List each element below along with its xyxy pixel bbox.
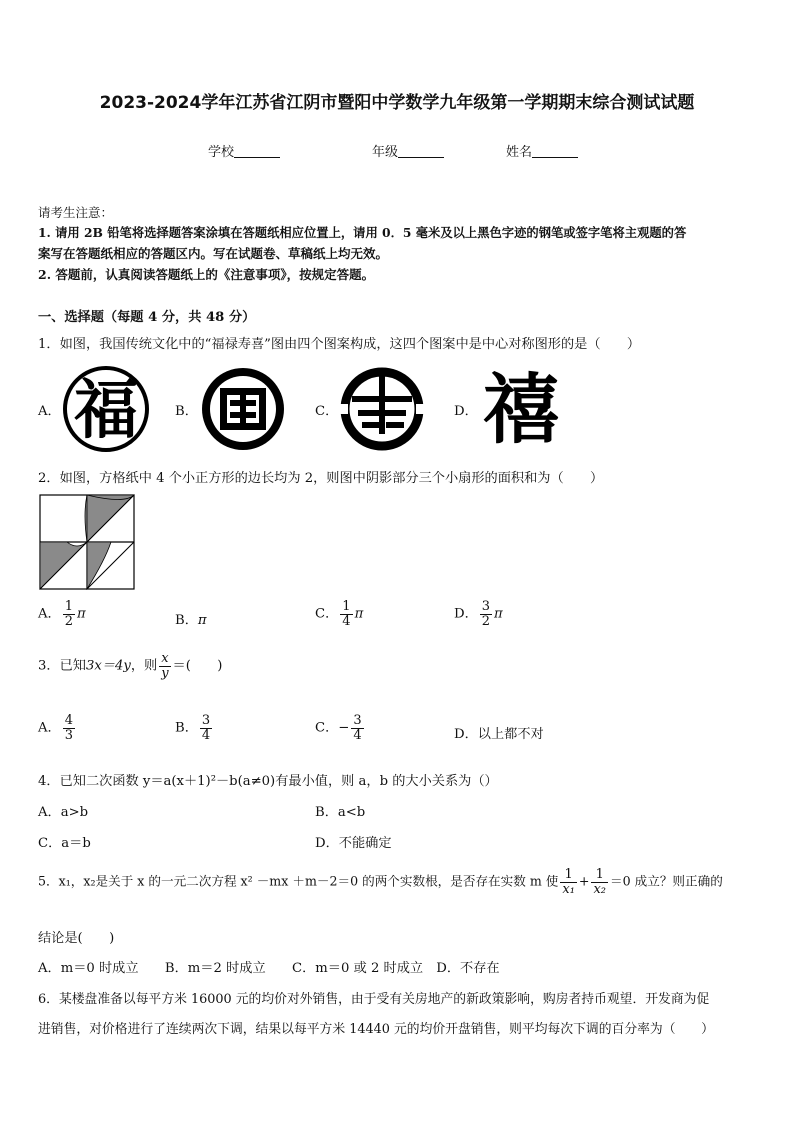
- fu-emblem-image: [63, 366, 149, 452]
- q3-stem: [38, 652, 222, 680]
- lu-emblem-image: [200, 366, 286, 452]
- q3-option-c[interactable]: [315, 714, 366, 742]
- q2-d-tail: π: [494, 606, 503, 622]
- q4-stem: 4．已知二次函数 y＝a(x＋1)²－b(a≠0)有最小值，则 a，b 的大小关系为（）: [38, 774, 498, 789]
- q1-label-d[interactable]: D．: [454, 404, 478, 419]
- q2-label-c: C．: [315, 606, 339, 622]
- q3-a-den: 3: [64, 727, 73, 743]
- q3-label-d: D．: [454, 727, 478, 742]
- page-title: 2023-2024学年江苏省江阴市暨阳中学数学九年级第一学期期末综合测试试题: [99, 93, 695, 113]
- q1-stem: 1．如图，我国传统文化中的“福禄寿喜”图由四个图案构成，这四个图案中是中心对称图形的是（ ）: [38, 337, 641, 352]
- q3-option-b[interactable]: [175, 714, 214, 742]
- xi-glyph: 禧: [483, 365, 559, 454]
- q2-d-num: 3: [481, 599, 491, 614]
- q3-pre: 3．已知: [38, 658, 86, 674]
- q2-c-num: 1: [342, 599, 351, 614]
- q3-d-text: 以上都不对: [477, 727, 544, 742]
- q2-a-num: 1: [64, 599, 73, 614]
- q3-den: y: [161, 665, 169, 681]
- q3-a-num: 4: [64, 713, 73, 728]
- q3-eq: 3x＝4y: [85, 658, 131, 674]
- q3-b-num: 3: [201, 713, 211, 728]
- q6-stem-line-2: 进销售，对价格进行了连续两次下调，结果以每平方米 14440 元的均价开盘销售，则平均每次下调的百分率为（ ）: [38, 1022, 714, 1037]
- name-blank[interactable]: [532, 144, 578, 158]
- note-1-line-2: 案写在答题纸相应的答题区内。写在试题卷、草稿纸上均无效。: [38, 246, 389, 261]
- q3-b-fraction: [200, 714, 212, 742]
- q5-plus: +: [578, 873, 590, 889]
- q5-pre: 5．x₁，x₂是关于 x 的一元二次方程 x² －mx ＋m－2＝0 的两个实数根，是否存在实数 m 使: [38, 873, 559, 889]
- q6-stem-line-1: 6．某楼盘准备以每平方米 16000 元的均价对外销售，由于受有关房地产的新政策影响，购房者持币观望．开发商为促: [38, 992, 710, 1007]
- q3-label-c: C．: [315, 720, 339, 736]
- q2-option-c[interactable]: [315, 600, 363, 628]
- q3-option-d[interactable]: [454, 723, 544, 742]
- q2-d-fraction: [480, 600, 492, 628]
- grade-blank[interactable]: [398, 144, 444, 158]
- q2-label-d: D．: [454, 606, 478, 622]
- fu-glyph: 福: [74, 373, 138, 448]
- q2-a-fraction: [63, 600, 75, 628]
- q5-f1-den: x₁: [562, 881, 575, 897]
- q5-stem-line-2: 结论是( ): [38, 931, 115, 946]
- grade-field[interactable]: [372, 141, 444, 160]
- q2-grid-figure: [39, 494, 135, 590]
- xi-emblem-image: [476, 364, 566, 454]
- q3-label-b: B．: [175, 720, 198, 736]
- q2-option-d[interactable]: [454, 600, 503, 628]
- q5-f2-den: x₂: [593, 881, 607, 897]
- q3-c-sign: −: [338, 720, 350, 736]
- q4-option-d[interactable]: D．不能确定: [315, 836, 392, 851]
- q5-stem-line-1: [38, 868, 723, 896]
- q2-c-fraction: [340, 600, 352, 628]
- name-field[interactable]: [506, 141, 578, 160]
- q3-post: ＝( ): [172, 658, 223, 674]
- q3-b-den: 4: [201, 727, 211, 743]
- q3-option-a[interactable]: [38, 714, 77, 742]
- shou-emblem-image: [338, 364, 426, 454]
- q1-label-a[interactable]: A．: [38, 404, 61, 419]
- name-label: 姓名: [506, 145, 533, 160]
- q3-label-a: A．: [38, 720, 61, 736]
- q2-label-a: A．: [38, 606, 61, 622]
- school-label: 学校: [208, 145, 235, 160]
- q1-label-c[interactable]: C．: [315, 404, 339, 419]
- q2-option-a[interactable]: [38, 600, 86, 628]
- q2-a-tail: π: [77, 606, 86, 622]
- q3-c-num: 3: [353, 713, 362, 728]
- q3-fraction: [159, 652, 170, 680]
- q2-a-den: 2: [64, 613, 73, 629]
- grade-label: 年级: [372, 145, 399, 160]
- q2-label-b: B．: [175, 613, 198, 628]
- section-heading: 一、选择题（每题 4 分，共 48 分）: [38, 310, 256, 325]
- q3-c-den: 4: [353, 727, 362, 743]
- q2-d-den: 2: [481, 613, 491, 629]
- q2-option-b[interactable]: [175, 609, 207, 628]
- q3-c-fraction: [351, 714, 363, 742]
- q5-fraction-1: [560, 868, 577, 896]
- q3-mid: ，则: [130, 658, 158, 674]
- school-field[interactable]: [208, 141, 280, 160]
- q4-option-b[interactable]: B．a<b: [315, 805, 366, 820]
- q1-label-b[interactable]: B．: [175, 404, 198, 419]
- q5-f2-num: 1: [591, 868, 608, 883]
- q3-a-fraction: [63, 714, 75, 742]
- q2-stem: 2．如图，方格纸中 4 个小正方形的边长均为 2，则图中阴影部分三个小扇形的面积和为（ ）: [38, 471, 604, 486]
- q4-option-a[interactable]: A．a>b: [38, 805, 89, 820]
- q5-options[interactable]: A．m＝0 时成立 B．m＝2 时成立 C．m＝0 或 2 时成立 D．不存在: [38, 961, 500, 976]
- q2-c-tail: π: [354, 606, 364, 622]
- school-blank[interactable]: [234, 144, 280, 158]
- note-2: 2. 答题前，认真阅读答题纸上的《注意事项》，按规定答题。: [38, 267, 375, 282]
- q5-post: ＝0 成立？则正确的: [610, 873, 723, 889]
- note-1-line-1: 1. 请用 2B 铅笔将选择题答案涂填在答题纸相应位置上，请用 0．5 毫米及以上黑色字迹的钢笔或签字笔将主观题的答: [38, 225, 687, 240]
- notes-heading: 请考生注意：: [38, 205, 114, 220]
- q2-c-den: 4: [342, 613, 351, 629]
- q2-b-text: π: [197, 613, 207, 628]
- q3-num: x: [159, 652, 170, 667]
- q5-fraction-2: [591, 868, 608, 896]
- q5-f1-num: 1: [560, 868, 577, 883]
- q4-option-c[interactable]: C．a＝b: [38, 836, 91, 851]
